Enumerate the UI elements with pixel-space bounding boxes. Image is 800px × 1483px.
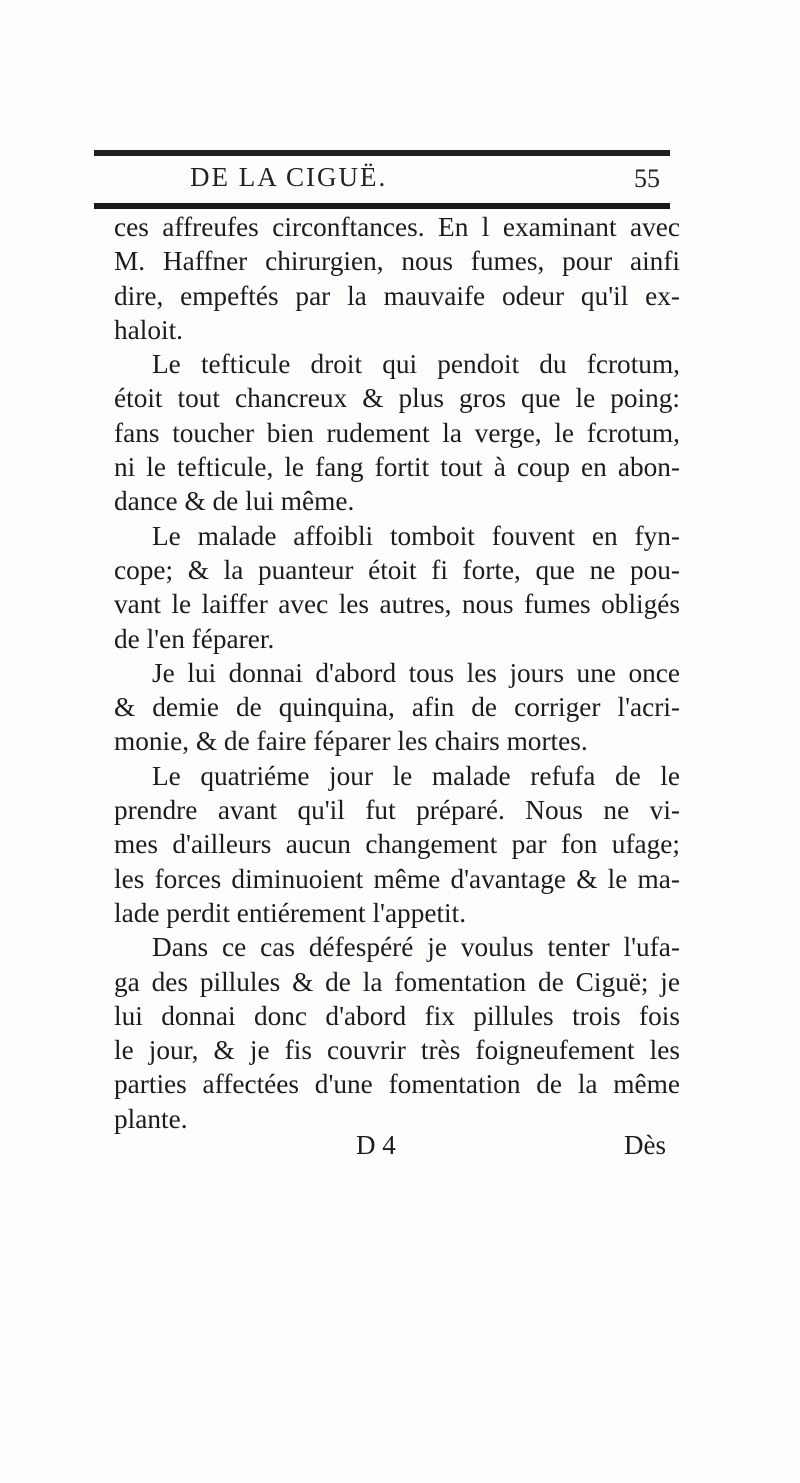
text-line: cope; & la puanteur étoit fi forte, que ne pou-: [114, 554, 680, 585]
running-title: DE LA CIGUË.: [190, 162, 388, 192]
text-line: lade perdit entiérement l'appetit.: [114, 897, 467, 928]
text-line: ni le tefticule, le fang fortit tout à coup en abon-: [114, 452, 680, 483]
text-line: lui donnai donc d'abord fix pillules trois fois: [114, 1000, 680, 1031]
text-line: le jour, & je fis couvrir très foigneufement les: [114, 1035, 680, 1066]
text-line: haloit.: [114, 314, 183, 345]
text-line: plante.: [114, 1103, 188, 1134]
top-rule: [94, 150, 670, 156]
text-line: M. Haffner chirurgien, nous fumes, pour ainfi: [114, 246, 680, 277]
text-line: vant le laiffer avec les autres, nous fumes obligés: [114, 589, 680, 620]
text-line: dire, empeftés par la mauvaife odeur qu'il ex-: [114, 280, 680, 311]
text-line: parties affectées d'une fomentation de la même: [114, 1069, 680, 1100]
signature-mark: D 4: [356, 1130, 396, 1160]
text-line: Le quatriéme jour le malade refufa de le: [152, 760, 680, 791]
page-number: 55: [634, 164, 660, 193]
text-line: monie, & de faire féparer les chairs mortes.: [114, 726, 588, 757]
text-line: les forces diminuoient même d'avantage & le ma-: [114, 863, 680, 894]
text-line: Le malade affoibli tomboit fouvent en fyn-: [152, 520, 680, 551]
header-rule: [94, 203, 670, 209]
text-line: & demie de quinquina, afin de corriger l'acri-: [114, 692, 680, 723]
text-line: Le tefticule droit qui pendoit du fcrotum,: [152, 349, 680, 380]
text-line: prendre avant qu'il fut préparé. Nous ne vi-: [114, 795, 680, 826]
text-line: fans toucher bien rudement la verge, le fcrotum,: [114, 417, 680, 448]
body-text: [114, 210, 680, 1136]
text-line: Je lui donnai d'abord tous les jours une once: [152, 657, 680, 688]
text-line: ces affreufes circonftances. En l examinant avec: [114, 212, 680, 242]
text-line: étoit tout chancreux & plus gros que le poing:: [114, 383, 680, 414]
text-line: de l'en féparer.: [114, 623, 275, 654]
text-line: mes d'ailleurs aucun changement par fon ufage;: [114, 829, 680, 860]
text-line: Dans ce cas défespéré je voulus tenter l'ufa-: [152, 932, 680, 963]
text-line: ga des pillules & de la fomentation de Ciguë; je: [114, 966, 680, 997]
text-line: dance & de lui même.: [114, 486, 355, 517]
catchword: Dès: [624, 1130, 666, 1160]
